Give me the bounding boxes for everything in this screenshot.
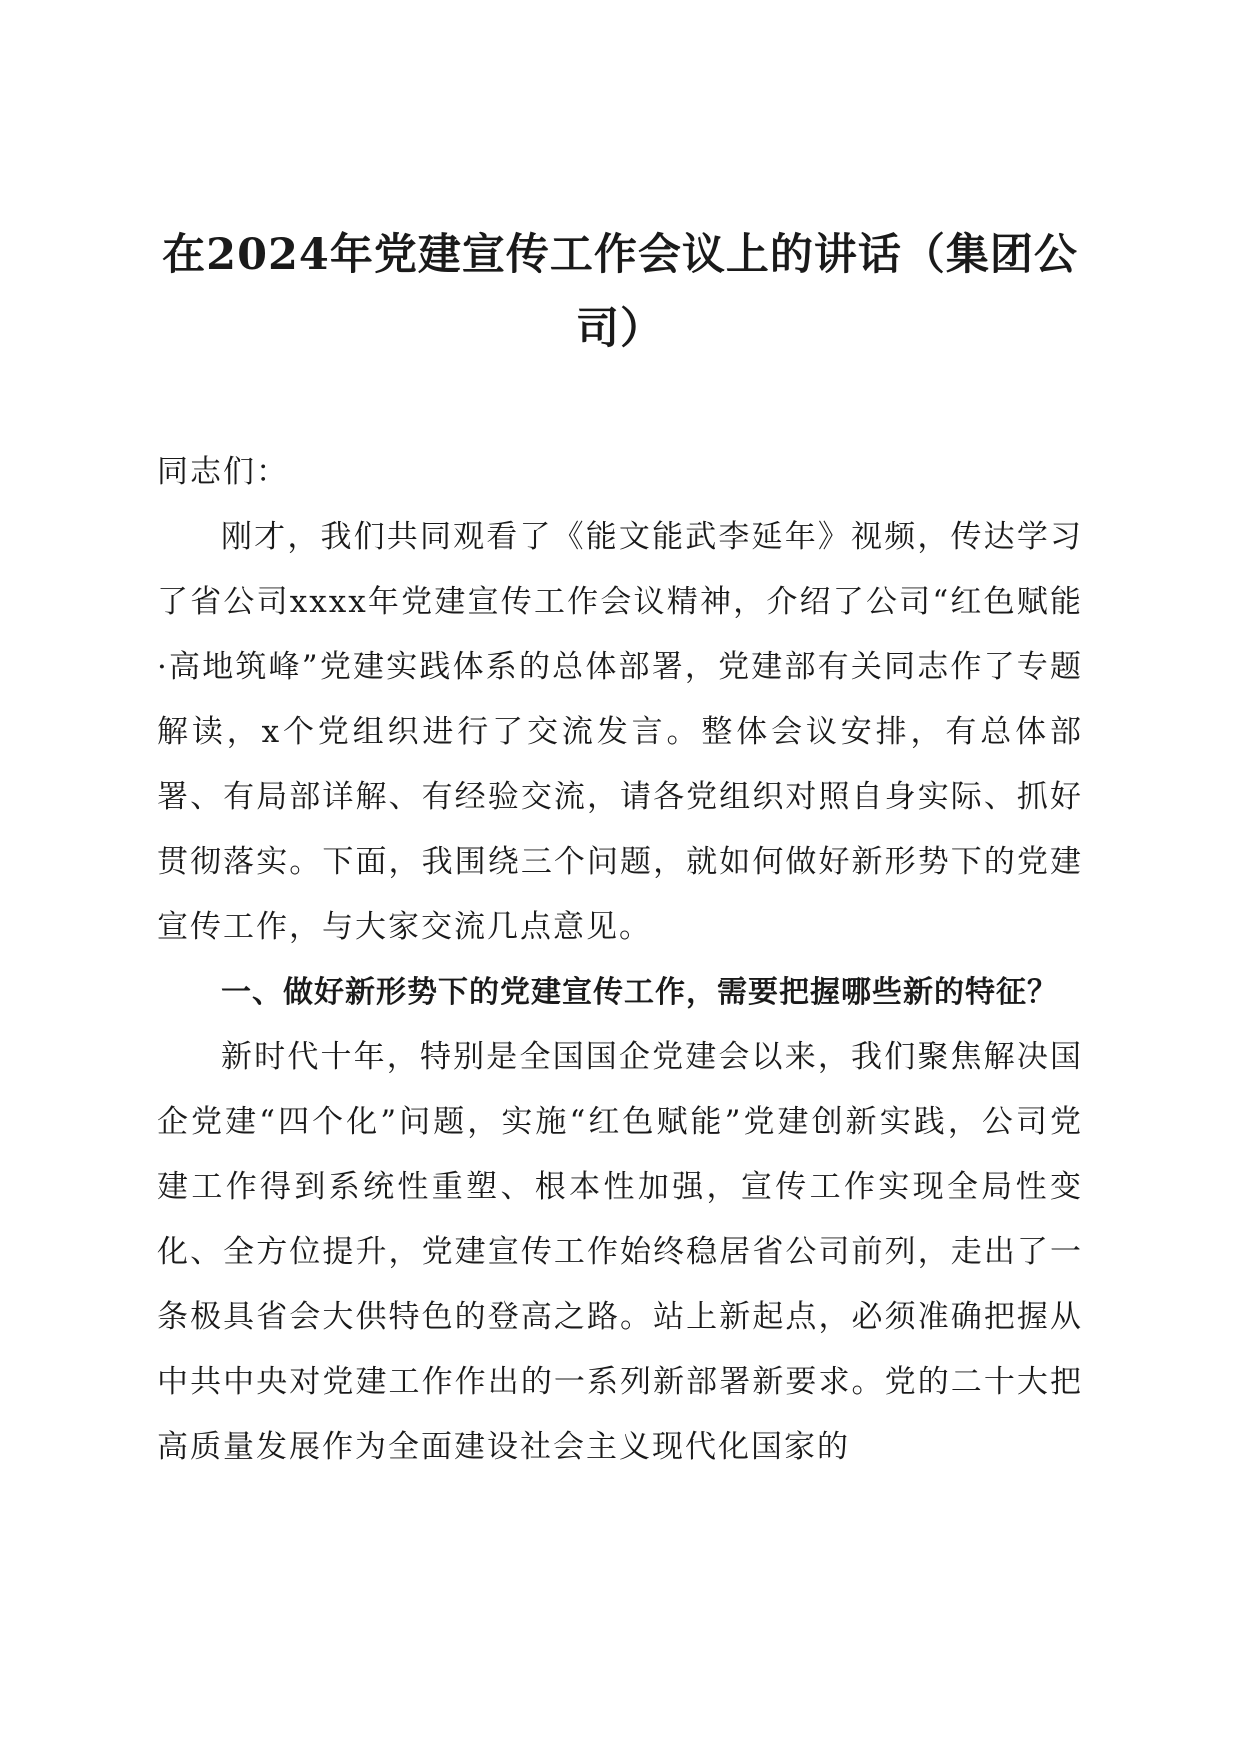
section-heading: 一、做好新形势下的党建宣传工作，需要把握哪些新的特征？ [221, 975, 1058, 1010]
salutation: 同志们： [157, 454, 289, 490]
section-paragraph: 新时代十年，特别是全国国企党建会以来，我们聚焦解决国企党建“四个化”问题，实施“红色赋能”党建创新实践，公司党建工作得到系统性重塑、根本性加强，宣传工作实现全局性变化、全方位提升，党建宣传工作始终稳居省公司前列，走出了一条极具省会大供特色的登高之路。站上新起点，必须准确把握从中共中央对党建工作作出的一系列新部署新要求。党的二十大把高质量发展作为全面建设社会主义现代化国家的 [157, 1039, 1083, 1465]
document-title: 在2024年党建宣传工作会议上的讲话（集团公司） [162, 230, 1078, 354]
body-paragraph: 刚才，我们共同观看了《能文能武李延年》视频，传达学习了省公司xxxx年党建宣传工作会议精神，介绍了公司“红色赋能·高地筑峰”党建实践体系的总体部署，党建部有关同志作了专题解读，x个党组织进行了交流发言。整体会议安排，有总体部署、有局部详解、有经验交流，请各党组织对照自身实际、抓好贯彻落实。下面，我围绕三个问题，就如何做好新形势下的党建宣传工作，与大家交流几点意见。 [157, 519, 1083, 945]
document-body [157, 440, 1083, 1480]
